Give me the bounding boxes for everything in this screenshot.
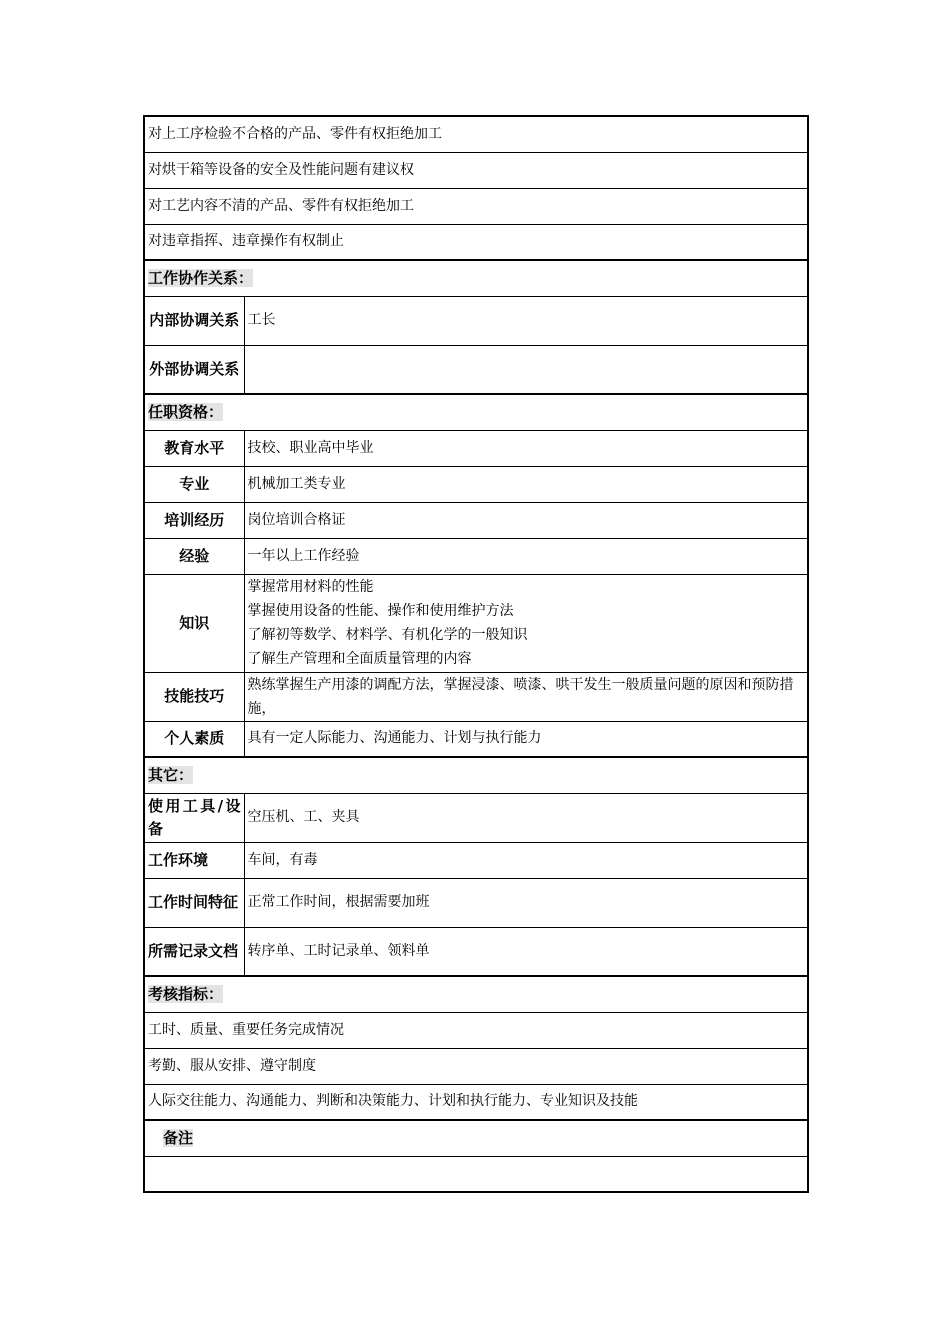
cooperation-section-title: 工作协作关系：: [144, 260, 808, 296]
quality-label: 个人素质: [144, 721, 244, 757]
internal-row: [144, 296, 808, 345]
knowledge-line: 掌握常用材料的性能: [247, 579, 374, 595]
assessment-item: 工时、质量、重要任务完成情况: [144, 1012, 808, 1048]
major-value: 机械加工类专业: [244, 466, 808, 502]
cooperation-section-row: [144, 260, 808, 296]
skill-label: 技能技巧: [144, 672, 244, 721]
right-item: 对上工序检验不合格的产品、零件有权拒绝加工: [144, 116, 808, 152]
major-label: 专业: [144, 466, 244, 502]
assessment-row: [144, 1048, 808, 1084]
remark-header-row: [144, 1120, 808, 1156]
right-row: [144, 152, 808, 188]
right-item: 对违章指挥、违章操作有权制止: [144, 224, 808, 260]
knowledge-label: 知识: [144, 574, 244, 672]
time-value: 正常工作时间，根据需要加班: [244, 878, 808, 927]
right-item: 对烘干箱等设备的安全及性能问题有建议权: [144, 152, 808, 188]
remark-value: [144, 1156, 808, 1192]
education-value: 技校、职业高中毕业: [244, 430, 808, 466]
knowledge-row: [144, 574, 808, 672]
docs-value: 转序单、工时记录单、领料单: [244, 927, 808, 976]
knowledge-line: 掌握使用设备的性能、操作和使用维护方法: [247, 603, 514, 619]
assessment-section-title: 考核指标：: [144, 976, 808, 1012]
assessment-row: [144, 1084, 808, 1120]
job-description-table: [143, 115, 809, 1193]
assessment-item: 人际交往能力、沟通能力、判断和决策能力、计划和执行能力、专业知识及技能: [144, 1084, 808, 1120]
assessment-row: [144, 1012, 808, 1048]
external-row: [144, 345, 808, 394]
training-value: 岗位培训合格证: [244, 502, 808, 538]
right-item: 对工艺内容不清的产品、零件有权拒绝加工: [144, 188, 808, 224]
remark-label: 备注: [144, 1120, 808, 1156]
remark-value-row: [144, 1156, 808, 1192]
right-row: [144, 188, 808, 224]
internal-label: 内部协调关系: [144, 296, 244, 345]
experience-value: 一年以上工作经验: [244, 538, 808, 574]
external-label: 外部协调关系: [144, 345, 244, 394]
qualification-section-row: [144, 394, 808, 430]
env-value: 车间，有毒: [244, 842, 808, 878]
quality-value: 具有一定人际能力、沟通能力、计划与执行能力: [244, 721, 808, 757]
tools-row: [144, 793, 808, 842]
skill-value: 熟练掌握生产用漆的调配方法，掌握浸漆、喷漆、哄干发生一般质量问题的原因和预防措施，: [244, 672, 808, 721]
experience-row: [144, 538, 808, 574]
right-row: [144, 116, 808, 152]
time-label: 工作时间特征: [144, 878, 244, 927]
major-row: [144, 466, 808, 502]
assessment-section-row: [144, 976, 808, 1012]
job-description-sheet: [143, 115, 807, 1193]
env-label: 工作环境: [144, 842, 244, 878]
skill-row: [144, 672, 808, 721]
time-row: [144, 878, 808, 927]
tools-value: 空压机、工、夹具: [244, 793, 808, 842]
knowledge-line: 了解初等数学、材料学、有机化学的一般知识: [247, 627, 528, 643]
quality-row: [144, 721, 808, 757]
training-label: 培训经历: [144, 502, 244, 538]
experience-label: 经验: [144, 538, 244, 574]
knowledge-value: [244, 574, 808, 672]
docs-row: [144, 927, 808, 976]
docs-label: 所需记录文档: [144, 927, 244, 976]
right-row: [144, 224, 808, 260]
education-row: [144, 430, 808, 466]
tools-label: 使用工具/设备: [144, 793, 244, 842]
qualification-section-title: 任职资格：: [144, 394, 808, 430]
external-value: [244, 345, 808, 394]
education-label: 教育水平: [144, 430, 244, 466]
internal-value: 工长: [244, 296, 808, 345]
other-section-row: [144, 757, 808, 793]
knowledge-line: 了解生产管理和全面质量管理的内容: [247, 651, 472, 667]
other-section-title: 其它：: [144, 757, 808, 793]
env-row: [144, 842, 808, 878]
training-row: [144, 502, 808, 538]
assessment-item: 考勤、服从安排、遵守制度: [144, 1048, 808, 1084]
